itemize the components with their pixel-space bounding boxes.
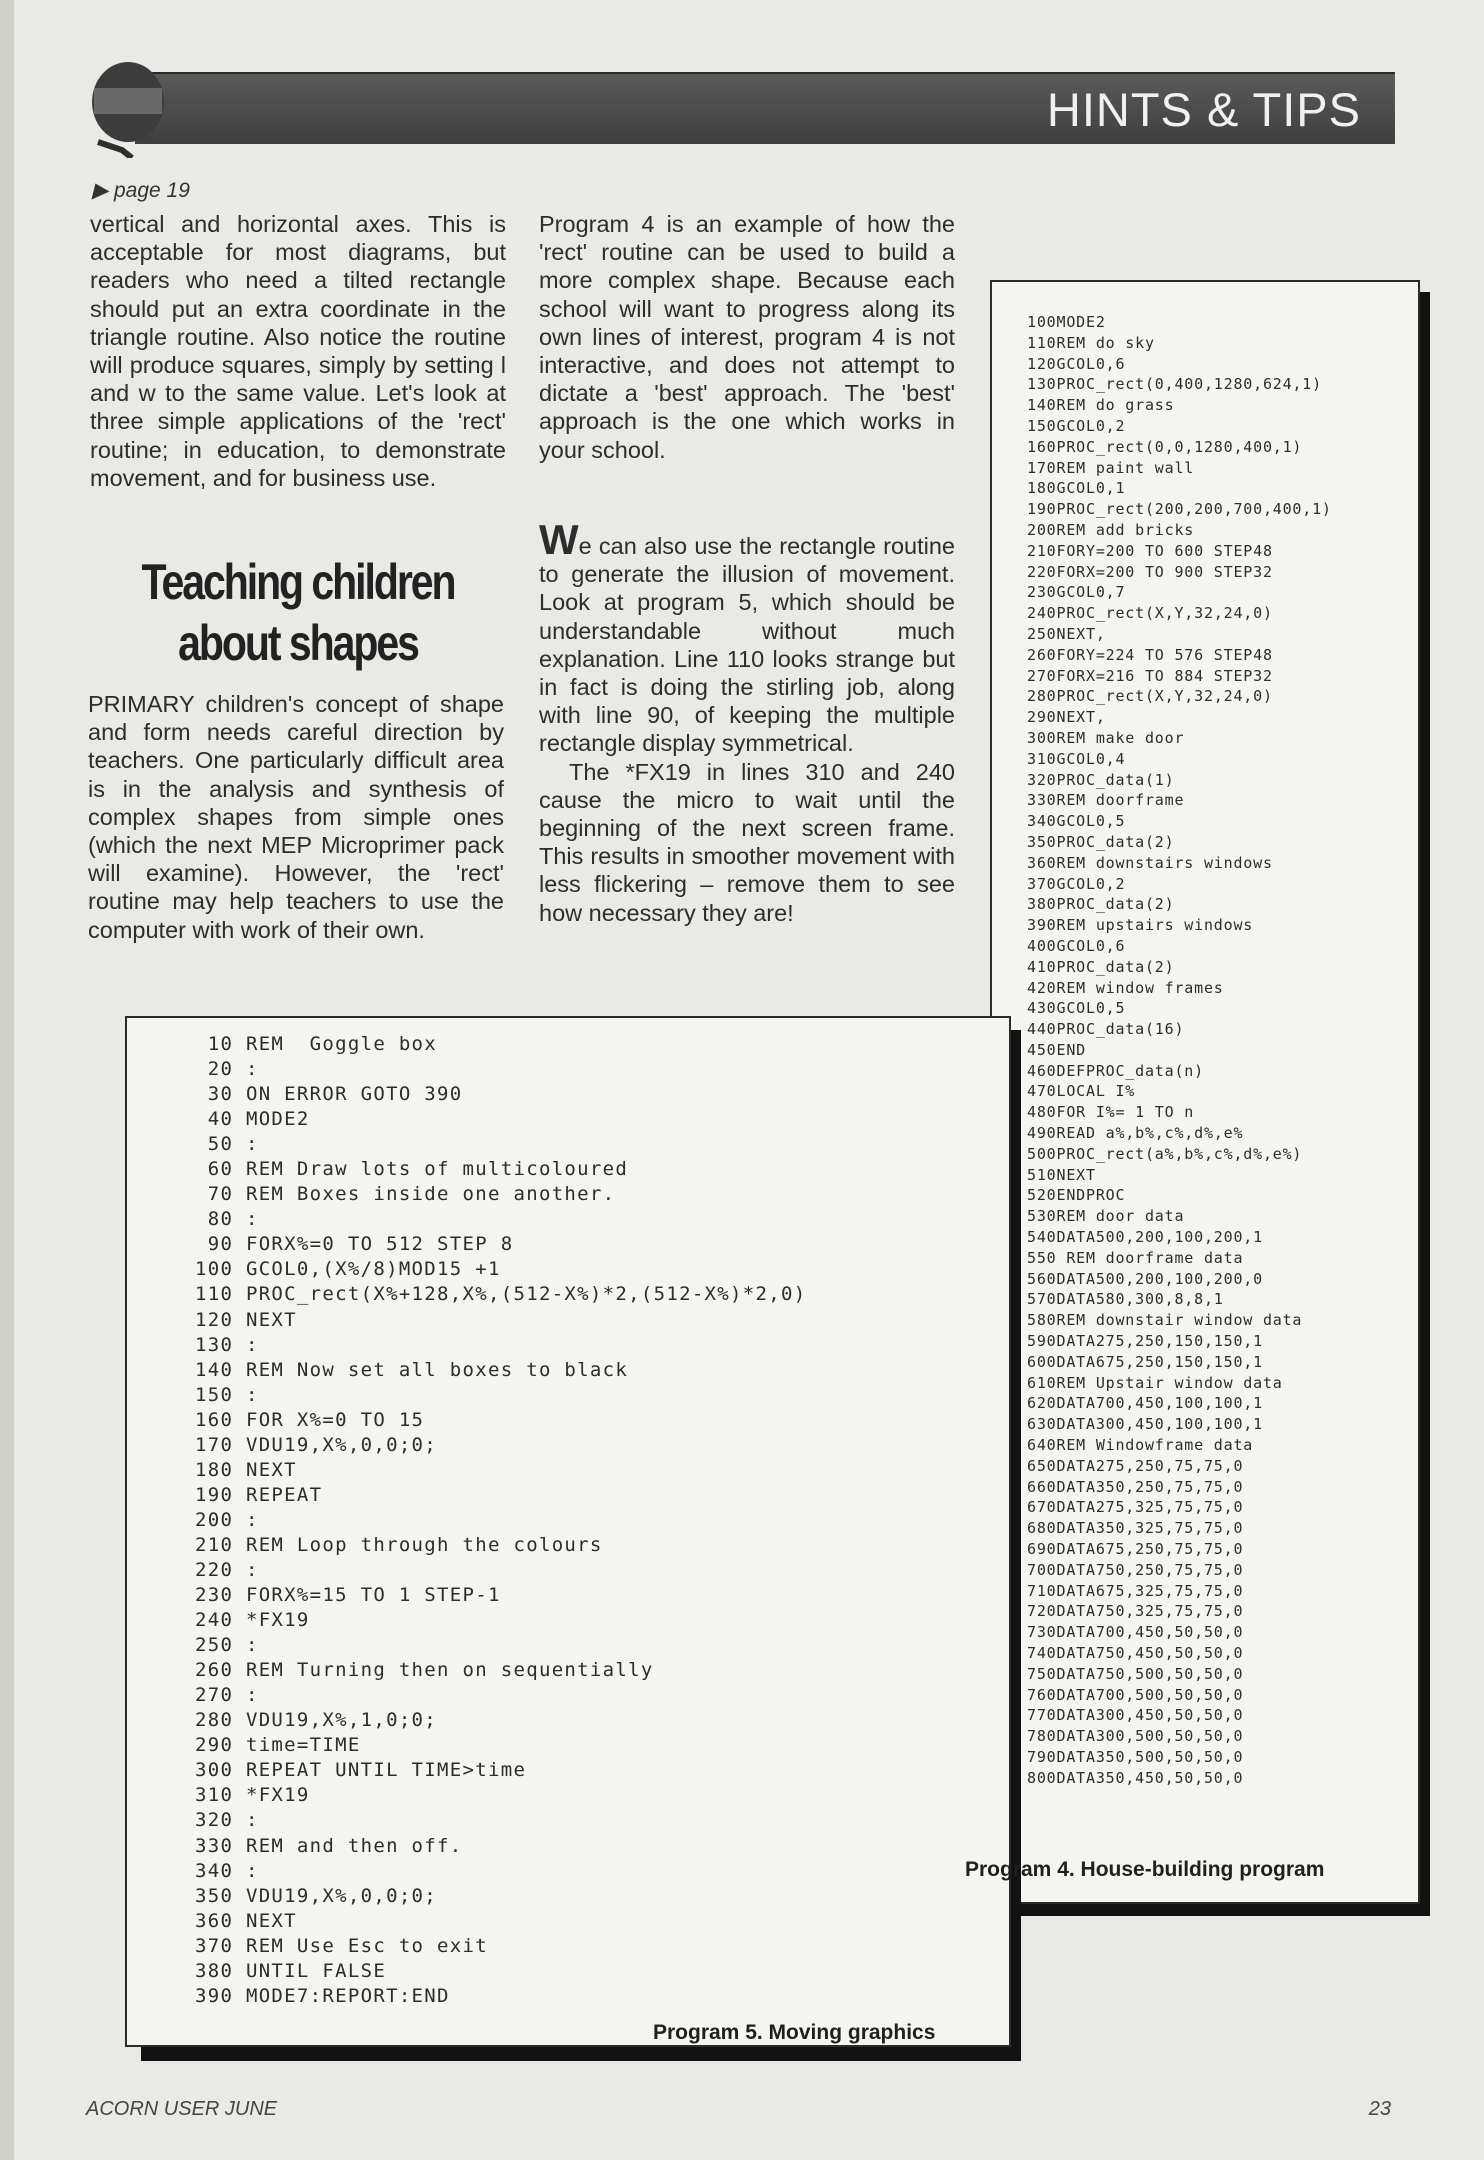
page-edge — [0, 0, 14, 2160]
program-5-caption: Program 5. Moving graphics — [653, 2021, 936, 2044]
article-heading — [127, 552, 468, 674]
column-1-top — [90, 210, 506, 492]
program-4-listing: 100MODE2 110REM do sky 120GCOL0,6 130PROC_rect(0,400,1280,624,1) 140REM do grass 150GCOL0,2 160PROC_rect(0,0,1280,400,1) 170REM paint wall 180GCOL0,1 190PROC_rect(200,200,700,400,1) 200REM add bricks 210FORY=200 TO 600 STEP48 220FORX=200 TO 900 STEP32 230GCOL0,7 240PROC_rect(X,Y,32,24,0) 250NEXT, 260FORY=224 TO 576 STEP48 270FORX=216 TO 884 STEP32 280PROC_rect(X,Y,32,24,0) 290NEXT, 300REM make door 310GCOL0,4 320PROC_data(1) 330REM doorframe 340GCOL0,5 350PROC_data(2) 360REM downstairs windows 370GCOL0,2 380PROC_data(2) 390REM upstairs windows 400GCOL0,6 410PROC_data(2) 420REM window frames 430GCOL0,5 440PROC_data(16) 450END 460DEFPROC_data(n) 470LOCAL I% 480FOR I%= 1 TO n 490READ a%,b%,c%,d%,e% 500PROC_rect(a%,b%,c%,d%,e%) 510NEXT 520ENDPROC 530REM door data 540DATA500,200,100,200,1 550 REM doorframe data 560DATA500,200,100,200,0 570DATA580,300,8,8,1 580REM downstair window data 590DATA275,250,150,150,1 600DATA675,250,150,150,1 610REM Upstair window data 620DATA700,450,100,100,1 630DATA300,450,100,100,1 640REM Windowframe data 650DATA275,250,75,75,0 660DATA350,250,75,75,0 670DATA275,325,75,75,0 680DATA350,325,75,75,0 690DATA675,250,75,75,0 700DATA750,250,75,75,0 710DATA675,325,75,75,0 720DATA750,325,75,75,0 730DATA700,450,50,50,0 740DATA750,450,50,50,0 750DATA750,500,50,50,0 760DATA700,500,50,50,0 770DATA300,450,50,50,0 780DATA300,500,50,50,0 790DATA350,500,50,50,0 800DATA350,450,50,50,0 — [1027, 313, 1332, 1787]
heading-line-2: about shapes — [178, 615, 418, 671]
magazine-footer: ACORN USER JUNE — [86, 2098, 278, 2120]
drop-cap: W — [539, 516, 579, 563]
column-2-bottom — [539, 516, 955, 927]
body-paragraph — [539, 516, 955, 758]
body-paragraph: PRIMARY children's concept of shape and form needs careful direction by teachers. One particularly difficult area is in the analysis and synthesis of complex shapes from simple ones (which the next MEP Microprimer pack will examine). However, the 'rect' routine may help teachers to use the computer with work of their own. — [88, 691, 504, 943]
paragraph-text: e can also use the rectangle routine to generate the illusion of movement. Look at program 5, which should be understandable without much explanation. Line 110 looks strange but in fact is doing the stirling job, along with line 90, of keeping the multiple rectangle display symmetrical. — [539, 533, 955, 757]
page-ref-text: page 19 — [114, 179, 190, 202]
program-5-listing: 10 REM Goggle box 20 : 30 ON ERROR GOTO 390 40 MODE2 50 : 60 REM Draw lots of multicoloured 70 REM Boxes inside one another. 80 : 90 FORX%=0 TO 512 STEP 8 100 GCOL0,(X%/8)MOD15 +1 110 PROC_rect(X%+128,X%,(512-X%)*2,(512-X%)*2,0) 120 NEXT 130 : 140 REM Now set all boxes to black 150 : 160 FOR X%=0 TO 15 170 VDU19,X%,0,0;0; 180 NEXT 190 REPEAT 200 : 210 REM Loop through the colours 220 : 230 FORX%=15 TO 1 STEP-1 240 *FX19 250 : 260 REM Turning then on sequentially 270 : 280 VDU19,X%,1,0;0; 290 time=TIME 300 REPEAT UNTIL TIME>time 310 *FX19 320 : 330 REM and then off. 340 : 350 VDU19,X%,0,0;0; 360 NEXT 370 REM Use Esc to exit 380 UNTIL FALSE 390 MODE7:REPORT:END — [195, 1033, 807, 2007]
arrow-icon: ▶ — [92, 179, 109, 202]
body-paragraph: vertical and horizontal axes. This is acceptable for most diagrams, but readers who need a tilted rectangle should put an extra coordinate in the triangle routine. Also notice the routine will produce squares, simply by setting l and w to the same value. Let's look at three simple applications of the 'rect' routine; in education, to demonstrate movement, and for business use. — [90, 211, 506, 491]
program-4-caption: Program 4. House-building program — [965, 1858, 1325, 1881]
column-2-top — [539, 210, 955, 464]
acorn-logo-icon — [88, 58, 168, 158]
body-paragraph: The *FX19 in lines 310 and 240 cause the micro to wait until the beginning of the next screen frame. This results in smoother movement with less flickering – remove them to see how necessary they are! — [539, 758, 955, 926]
heading-line-1: Teaching children — [141, 554, 455, 610]
section-title: HINTS & TIPS — [1046, 83, 1361, 136]
page-number: 23 — [1368, 2098, 1391, 2120]
column-1-bottom — [88, 690, 504, 944]
header-bar — [135, 72, 1395, 144]
body-paragraph: Program 4 is an example of how the 'rect' routine can be used to build a more complex shape. Because each school will want to progress along its own lines of interest, program 4 is not interactive, and does not attempt to dictate a 'best' approach. The 'best' approach is the one which works in your school. — [539, 211, 955, 463]
page-continuation — [92, 178, 190, 203]
